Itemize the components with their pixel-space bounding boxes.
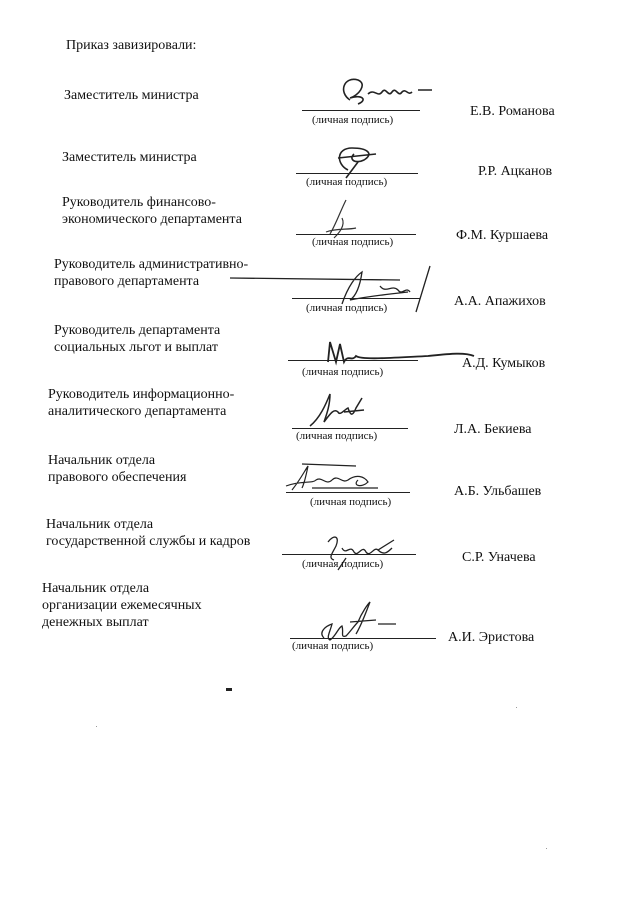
position-title: Начальник отдела организации ежемесячных денежных выплат xyxy=(42,581,202,630)
signature-line xyxy=(290,638,436,639)
signature-line xyxy=(292,428,408,429)
signature-line xyxy=(302,110,420,111)
signature-line xyxy=(292,298,420,299)
handwritten-signature xyxy=(304,390,374,430)
signature-line xyxy=(286,492,410,493)
signature-line xyxy=(296,173,418,174)
approval-row xyxy=(0,194,640,264)
scan-speck xyxy=(96,726,97,727)
signature-line xyxy=(296,234,416,235)
ink-mark xyxy=(226,688,232,691)
position-title: Руководитель административно- правового департамента xyxy=(54,257,249,289)
approval-row xyxy=(0,452,640,522)
position-title: Заместитель министра xyxy=(62,150,197,165)
signatory-name: А.Д. Кумыков xyxy=(462,356,546,371)
signatory-name: Л.А. Бекиева xyxy=(454,422,532,437)
signatory-name: А.Б. Ульбашев xyxy=(454,484,542,499)
signature-caption: (личная подпись) xyxy=(312,114,394,126)
signatory-name: Ф.М. Куршаева xyxy=(456,228,549,243)
signatory-name: Е.В. Романова xyxy=(470,104,555,119)
signature-caption: (личная подпись) xyxy=(302,558,384,570)
approval-row xyxy=(0,580,640,650)
approval-row xyxy=(0,386,640,456)
position-title: Начальник отдела правового обеспечения xyxy=(48,453,187,485)
position-title: Руководитель департамента социальных льгот и выплат xyxy=(54,323,221,355)
signature-caption: (личная подпись) xyxy=(296,430,378,442)
signatory-name: С.Р. Уначева xyxy=(462,550,536,565)
approval-row xyxy=(0,322,640,392)
signature-caption: (личная подпись) xyxy=(302,366,384,378)
signature-caption: (личная подпись) xyxy=(306,302,388,314)
scan-speck xyxy=(516,707,517,708)
position-title: Заместитель министра xyxy=(64,88,199,103)
scan-speck xyxy=(546,848,547,849)
signature-line xyxy=(288,360,418,361)
signature-line xyxy=(282,554,416,555)
position-title: Начальник отдела государственной службы и кадров xyxy=(46,517,251,549)
position-title: Руководитель информационно- аналитического департамента xyxy=(48,387,235,419)
signature-caption: (личная подпись) xyxy=(306,176,388,188)
signature-caption: (личная подпись) xyxy=(312,236,394,248)
signature-caption: (личная подпись) xyxy=(310,496,392,508)
position-title: Руководитель финансово- экономического департамента xyxy=(62,195,242,227)
handwritten-signature xyxy=(282,458,392,494)
signatory-name: А.А. Апажихов xyxy=(454,294,546,309)
handwritten-signature xyxy=(318,140,398,180)
signatory-name: Р.Р. Ацканов xyxy=(478,164,553,179)
signatory-name: А.И. Эристова xyxy=(448,630,535,645)
signature-caption: (личная подпись) xyxy=(292,640,374,652)
approval-row xyxy=(0,516,640,586)
page-title: Приказ завизировали: xyxy=(66,38,197,53)
handwritten-signature xyxy=(328,70,438,114)
approval-row xyxy=(0,256,640,326)
